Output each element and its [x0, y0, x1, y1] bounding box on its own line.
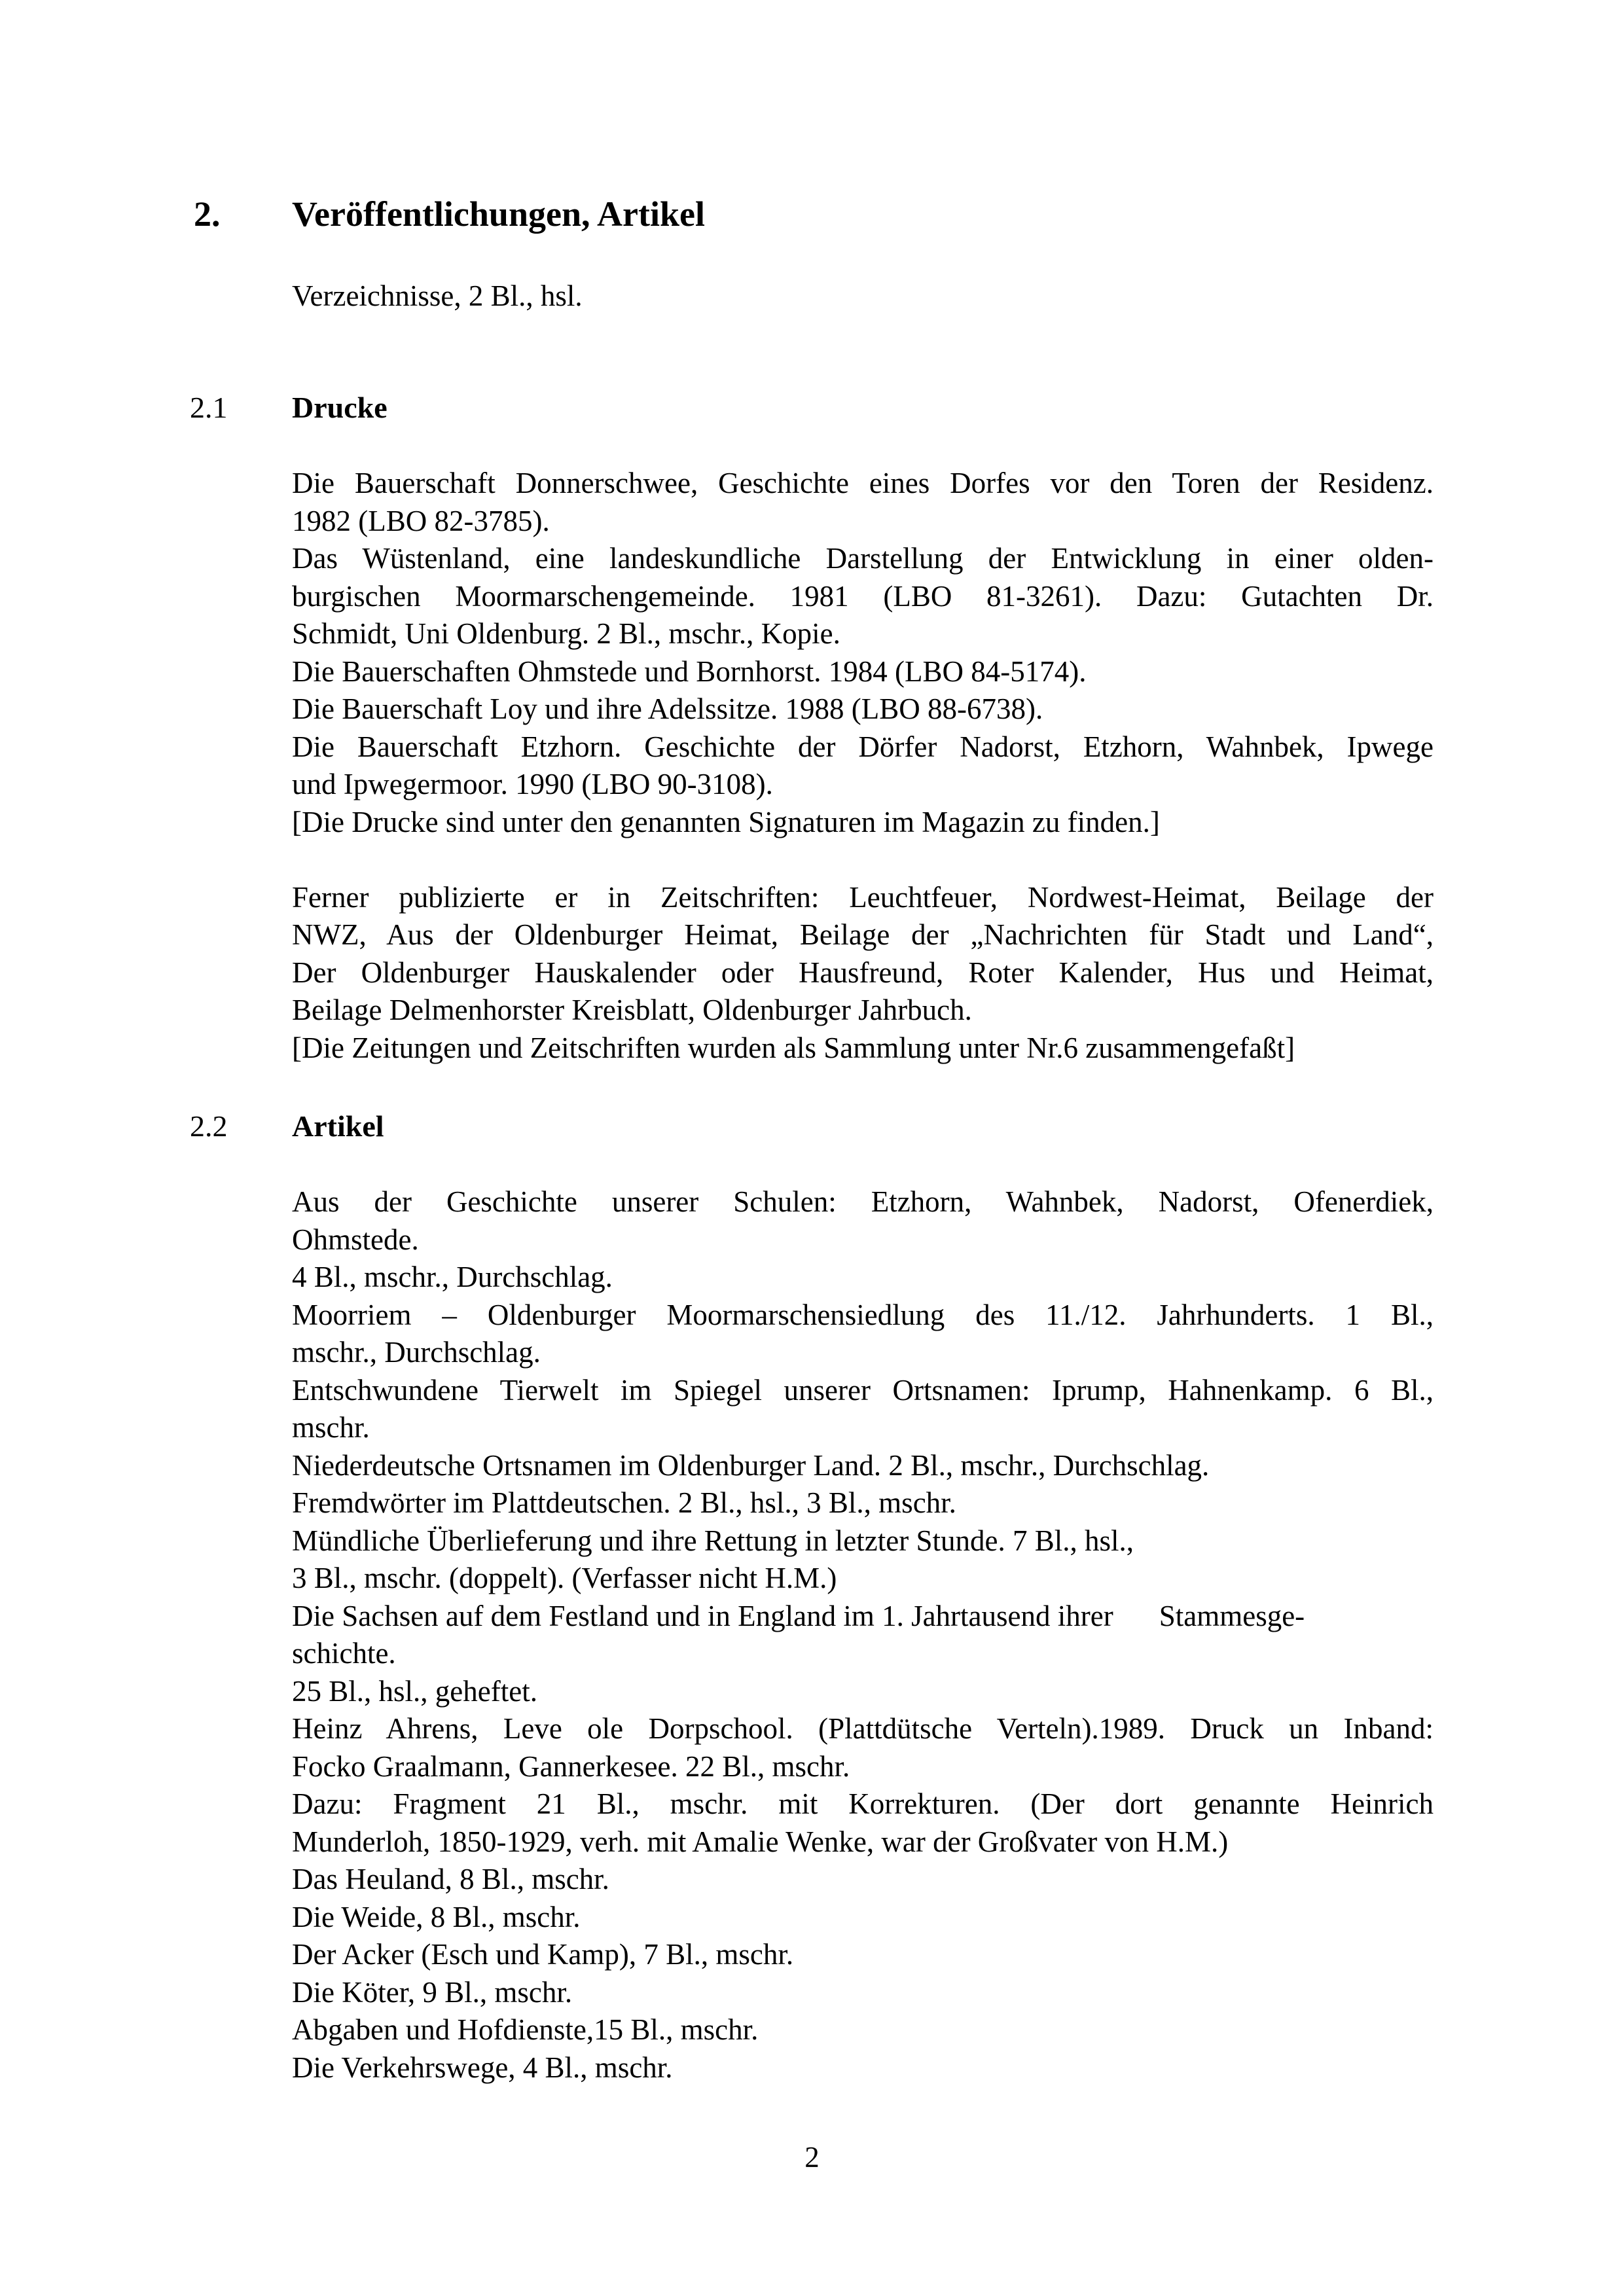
artikel-line: schichte. — [292, 1637, 396, 1670]
artikel-line: Munderloh, 1850-1929, verh. mit Amalie Wenke, war der Großvater von H.M.) — [292, 1825, 1229, 1858]
drucke-line: Die Bauerschaften Ohmstede und Bornhorst. 1984 (LBO 84-5174). — [292, 655, 1087, 688]
ferner-line: [Die Zeitungen und Zeitschriften wurden als Sammlung unter Nr.6 zusammengefaßt] — [292, 1031, 1295, 1064]
artikel-line-split — [292, 1598, 1434, 1636]
artikel-line: Heinz Ahrens, Leve ole Dorpschool. (Plattdütsche Verteln).1989. Druck un Inband: — [292, 1712, 1434, 1745]
artikel-line: Focko Graalmann, Gannerkesee. 22 Bl., mschr. — [292, 1749, 850, 1783]
subsection-title: Artikel — [292, 1109, 384, 1143]
drucke-block — [292, 465, 1434, 1067]
drucke-line: Die Bauerschaft Etzhorn. Geschichte der Dörfer Nadorst, Etzhorn, Wahnbek, Ipwege — [292, 730, 1434, 763]
subsection-number: 2.2 — [190, 1109, 228, 1143]
drucke-line: Das Wüstenland, eine landeskundliche Darstellung der Entwicklung in einer olden- — [292, 542, 1434, 575]
drucke-line: Die Bauerschaft Loy und ihre Adelssitze. 1988 (LBO 88-6738). — [292, 692, 1043, 725]
artikel-line: Die Verkehrswege, 4 Bl., mschr. — [292, 2051, 673, 2084]
artikel-line: mschr. — [292, 1411, 370, 1444]
artikel-line: Abgaben und Hofdienste,15 Bl., mschr. — [292, 2013, 759, 2046]
drucke-line: burgischen Moormarschengemeinde. 1981 (LBO 81-3261). Dazu: Gutachten Dr. — [292, 579, 1434, 613]
artikel-line: Die Weide, 8 Bl., mschr. — [292, 1900, 581, 1933]
drucke-line: und Ipwegermoor. 1990 (LBO 90-3108). — [292, 768, 773, 800]
section-note-block — [292, 278, 1434, 315]
artikel-line-part: Stammesge- — [1159, 1599, 1305, 1632]
section-number: 2. — [194, 194, 221, 234]
section-note: Verzeichnisse, 2 Bl., hsl. — [292, 279, 583, 312]
artikel-line: Der Acker (Esch und Kamp), 7 Bl., mschr. — [292, 1938, 794, 1971]
ferner-line: Ferner publizierte er in Zeitschriften: Leuchtfeuer, Nordwest-Heimat, Beilage der — [292, 880, 1434, 914]
artikel-line: 25 Bl., hsl., geheftet. — [292, 1674, 537, 1708]
artikel-line: 4 Bl., mschr., Durchschlag. — [292, 1261, 613, 1293]
artikel-line: Entschwundene Tierwelt im Spiegel unserer Ortsnamen: Iprump, Hahnenkamp. 6 Bl., — [292, 1373, 1434, 1407]
artikel-line: mschr., Durchschlag. — [292, 1336, 541, 1369]
subsection-title: Drucke — [292, 391, 388, 424]
drucke-line: 1982 (LBO 82-3785). — [292, 504, 550, 537]
ferner-line: Der Oldenburger Hauskalender oder Hausfreund, Roter Kalender, Hus und Heimat, — [292, 956, 1434, 989]
artikel-line: Moorriem – Oldenburger Moormarschensiedlung des 11./12. Jahrhunderts. 1 Bl., — [292, 1298, 1434, 1331]
artikel-block — [292, 1183, 1434, 2087]
drucke-line: [Die Drucke sind unter den genannten Signaturen im Magazin zu finden.] — [292, 805, 1160, 838]
section-title: Veröffentlichungen, Artikel — [292, 194, 705, 234]
artikel-line: Niederdeutsche Ortsnamen im Oldenburger Land. 2 Bl., mschr., Durchschlag. — [292, 1448, 1210, 1482]
ferner-line: Beilage Delmenhorster Kreisblatt, Oldenburger Jahrbuch. — [292, 994, 972, 1026]
drucke-line: Die Bauerschaft Donnerschwee, Geschichte eines Dorfes vor den Toren der Residenz. — [292, 467, 1434, 499]
artikel-line: Dazu: Fragment 21 Bl., mschr. mit Korrekturen. (Der dort genannte Heinrich — [292, 1787, 1434, 1820]
ferner-line: NWZ, Aus der Oldenburger Heimat, Beilage der „Nachrichten für Stadt und Land“, — [292, 918, 1434, 951]
artikel-line: 3 Bl., mschr. (doppelt). (Verfasser nicht H.M.) — [292, 1562, 837, 1594]
artikel-line-part: Die Sachsen auf dem Festland und in England im 1. Jahrtausend ihrer — [292, 1599, 1113, 1632]
page-number: 2 — [804, 2141, 820, 2174]
artikel-line: Das Heuland, 8 Bl., mschr. — [292, 1863, 609, 1895]
drucke-line: Schmidt, Uni Oldenburg. 2 Bl., mschr., Kopie. — [292, 617, 840, 650]
artikel-line: Aus der Geschichte unserer Schulen: Etzhorn, Wahnbek, Nadorst, Ofenerdiek, — [292, 1185, 1434, 1218]
artikel-line: Ohmstede. — [292, 1223, 419, 1256]
artikel-line: Fremdwörter im Plattdeutschen. 2 Bl., hsl., 3 Bl., mschr. — [292, 1486, 956, 1519]
subsection-number: 2.1 — [190, 391, 228, 424]
artikel-line: Die Köter, 9 Bl., mschr. — [292, 1975, 573, 2009]
artikel-line: Mündliche Überlieferung und ihre Rettung in letzter Stunde. 7 Bl., hsl., — [292, 1524, 1134, 1557]
